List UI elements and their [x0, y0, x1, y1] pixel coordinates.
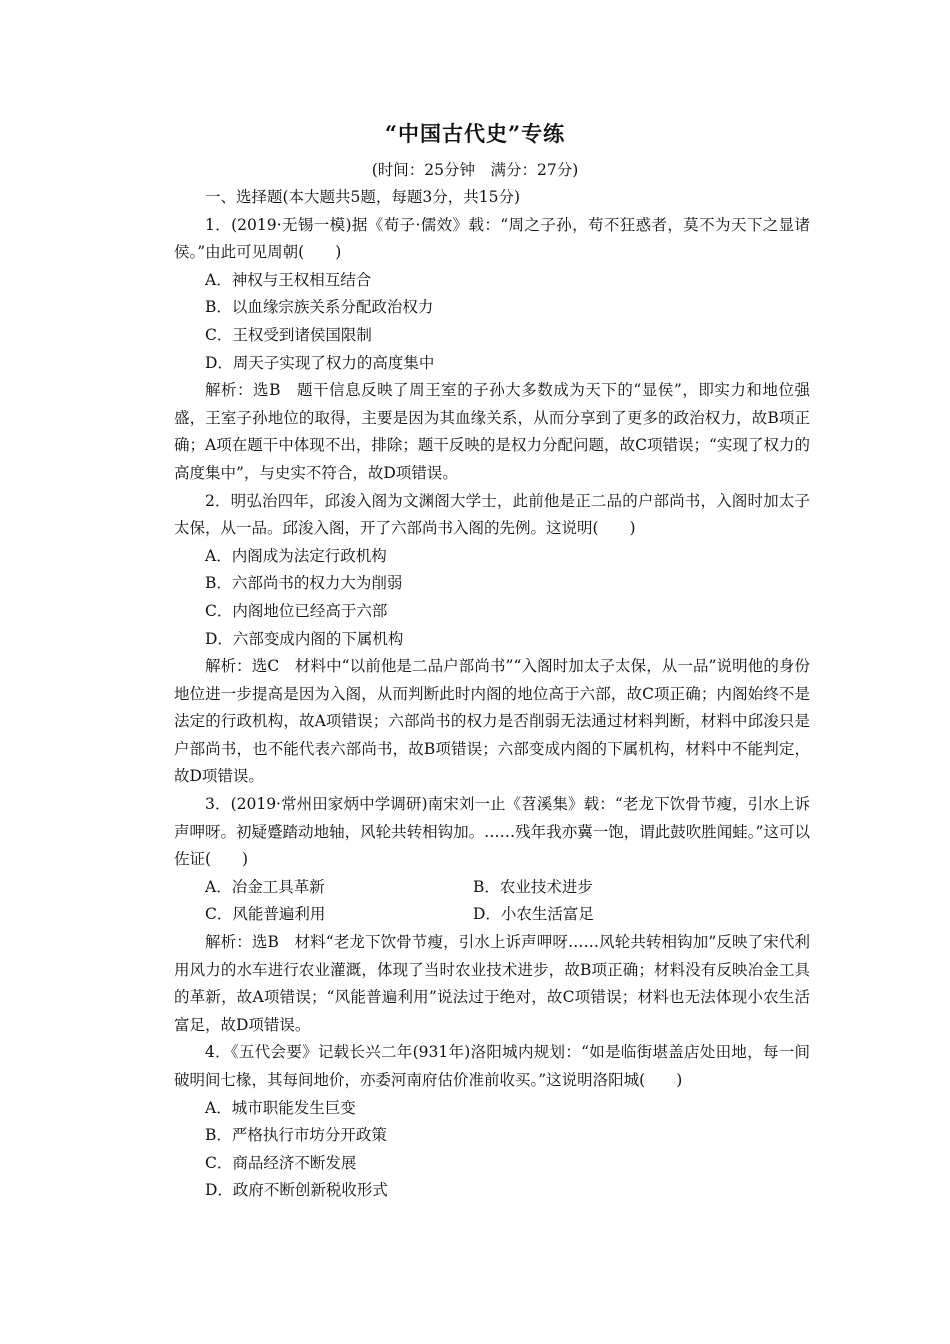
option-b: B．六部尚书的权力大为削弱 [205, 574, 403, 593]
page-title: “中国古代史”专练 [384, 121, 566, 146]
section-heading: 一、选择题(本大题共5题，每题3分，共15分) [205, 188, 521, 206]
question-analysis: 解析：选B 材料“老龙下饮骨节瘦，引水上诉声呷呀……风轮共转相钩加”反映了宋代利用风力的水车进行农业灌溉，体现了当时农业技术进步，故B项正确；材料没有反映冶金工具的革新，故A项错误；“风能普遍利用”说法过于绝对，故C项错误；材料也无法体现小农生活富足，故D项错误。 [174, 933, 810, 1034]
option-c: C．王权受到诸侯国限制 [205, 325, 372, 344]
question-1 [174, 212, 810, 488]
document-body [174, 184, 810, 1205]
option-a: A．神权与王权相互结合 [205, 270, 372, 289]
question-stem: 3．(2019·常州田家炳中学调研)南宋刘一止《苕溪集》载：“老龙下饮骨节瘦，引水上诉声呷呀。初疑蹙踏动地轴，风轮共转相钩加。……残年我亦冀一饱，谓此鼓吹胜闻蛙。”这可以佐证( ) [174, 795, 810, 869]
question-3 [174, 791, 810, 1039]
option-a: A．内阁成为法定行政机构 [205, 546, 387, 565]
option-d: D．六部变成内阁的下属机构 [205, 629, 404, 648]
option-a: A．城市职能发生巨变 [205, 1098, 356, 1117]
question-stem: 2．明弘治四年，邱浚入阁为文渊阁大学士，此前他是正二品的户部尚书，入阁时加太子太保，从一品。邱浚入阁，开了六部尚书入阁的先例。这说明( ) [174, 491, 810, 538]
option-c: C．内阁地位已经高于六部 [205, 601, 388, 620]
time-score-info: (时间：25分钟 满分：27分) [371, 161, 579, 179]
question-4 [174, 1039, 810, 1205]
option-d: D．周天子实现了权力的高度集中 [205, 353, 435, 372]
option-row [174, 901, 810, 929]
option-row [174, 874, 810, 902]
option-b: B．严格执行市坊分开政策 [205, 1126, 387, 1145]
option-c: C．风能普遍利用 [205, 905, 326, 924]
question-stem: 4．《五代会要》记载长兴二年(931年)洛阳城内规划：“如是临街堪盖店处田地，每一间破明间七椽，其每间地价，亦委河南府估价准前收买。”这说明洛阳城( ) [174, 1043, 810, 1089]
option-c: C．商品经济不断发展 [205, 1153, 357, 1172]
option-b: B．农业技术进步 [473, 877, 593, 896]
question-analysis: 解析：选C 材料中“以前他是二品户部尚书”“入阁时加太子太保，从一品”说明他的身份地位进一步提高是因为入阁，从而判断此时内阁的地位高于六部，故C项正确；内阁始终不是法定的行政机构，故A项错误；六部尚书的权力是否削弱无法通过材料判断，材料中邱浚只是户部尚书，也不能代表六部尚书，故B项错误；六部变成内阁的下属机构，材料中不能判定，故D项错误。 [174, 657, 810, 786]
option-a: A．冶金工具革新 [205, 877, 325, 896]
question-2 [174, 488, 810, 792]
option-d: D．小农生活富足 [473, 905, 594, 924]
option-b: B．以血缘宗族关系分配政治权力 [205, 298, 434, 317]
question-stem: 1．(2019·无锡一模)据《荀子·儒效》载：“周之子孙，苟不狂惑者，莫不为天下之显诸侯。”由此可见周朝( ) [174, 215, 810, 262]
option-d: D．政府不断创新税收形式 [205, 1181, 388, 1200]
question-analysis: 解析：选B 题干信息反映了周王室的子孙大多数成为天下的“显侯”，即实力和地位强盛，王室子孙地位的取得，主要是因为其血缘关系，从而分享到了更多的政治权力，故B项正确；A项在题干中体现不出，排除；题干反映的是权力分配问题，故C项错误；“实现了权力的高度集中”，与史实不符合，故D项错误。 [174, 381, 810, 482]
